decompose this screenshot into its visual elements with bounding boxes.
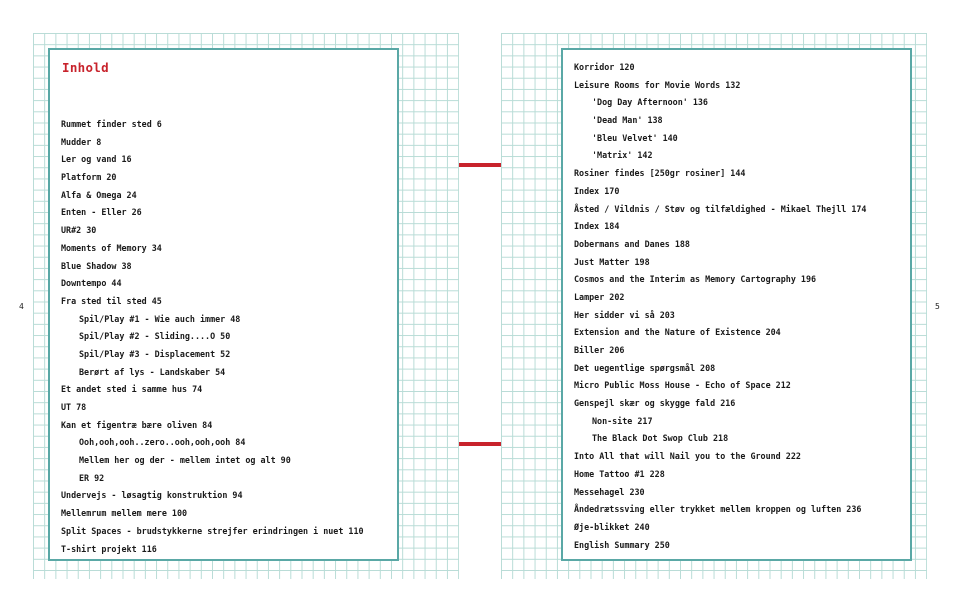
toc-entry: Undervejs - løsagtig konstruktion 94 — [61, 490, 243, 501]
toc-list-left — [61, 116, 364, 558]
red-connector-bar-top — [459, 163, 501, 167]
toc-entry: Fra sted til sted 45 — [61, 295, 162, 306]
red-connector-bar-bottom — [459, 442, 501, 446]
toc-entry: Spil/Play #1 - Wie auch immer 48 — [79, 313, 241, 324]
toc-entry: Blue Shadow 38 — [61, 260, 132, 271]
toc-entry: Into All that will Nail you to the Ground 222 — [574, 451, 801, 462]
toc-entry: 'Matrix' 142 — [592, 150, 653, 161]
contents-card-right — [561, 48, 912, 561]
toc-entry: Øje-blikket 240 — [574, 521, 650, 532]
page-number-left: 4 — [19, 302, 24, 311]
toc-entry: Ooh,ooh,ooh..zero..ooh,ooh,ooh 84 — [79, 437, 246, 448]
toc-entry: Split Spaces - brudstykkerne strejfer erindringen i nuet 110 — [61, 525, 364, 536]
toc-entry: Extension and the Nature of Existence 204 — [574, 327, 781, 338]
toc-entry: ER 92 — [79, 472, 105, 483]
toc-entry: Downtempo 44 — [61, 278, 122, 289]
toc-entry: Leisure Rooms for Movie Words 132 — [574, 79, 741, 90]
toc-entry: English Summary 250 — [574, 539, 670, 550]
toc-entry: Åsted / Vildnis / Støv og tilfældighed - Mikael Thejll 174 — [574, 203, 867, 214]
toc-entry: 'Dog Day Afternoon' 136 — [592, 97, 708, 108]
toc-entry: Mudder 8 — [61, 136, 102, 147]
toc-entry: Micro Public Moss House - Echo of Space 212 — [574, 380, 791, 391]
toc-entry: Rummet finder sted 6 — [61, 119, 162, 129]
toc-entry: 'Bleu Velvet' 140 — [592, 132, 678, 143]
toc-entry: Index 170 — [574, 185, 620, 196]
toc-entry: Her sidder vi så 203 — [574, 309, 675, 320]
toc-entry: Korridor 120 — [574, 62, 635, 72]
toc-entry: Biller 206 — [574, 345, 625, 355]
toc-entry: Platform 20 — [61, 172, 117, 183]
toc-entry: Lamper 202 — [574, 291, 625, 302]
toc-entry: Genspejl skær og skygge fald 216 — [574, 398, 736, 409]
toc-entry: Moments of Memory 34 — [61, 242, 162, 253]
toc-entry: Just Matter 198 — [574, 256, 650, 267]
toc-entry: Spil/Play #2 - Sliding....O 50 — [79, 331, 231, 342]
toc-entry: Enten - Eller 26 — [61, 207, 142, 218]
toc-entry: Cosmos and the Interim as Memory Cartography 196 — [574, 274, 817, 285]
toc-entry: Messehagel 230 — [574, 486, 645, 497]
toc-entry: Spil/Play #3 - Displacement 52 — [79, 348, 231, 359]
toc-entry: Non-site 217 — [592, 415, 653, 426]
toc-entry: Åndedrætssving eller trykket mellem kroppen og luften 236 — [574, 504, 862, 515]
toc-entry: Kan et figentræ bære oliven 84 — [61, 419, 213, 430]
toc-entry: UR#2 30 — [61, 225, 97, 236]
toc-entry: 'Dead Man' 138 — [592, 115, 663, 126]
page-number-right: 5 — [935, 302, 940, 311]
toc-entry: Index 184 — [574, 221, 620, 232]
toc-entry: Mellem her og der - mellem intet og alt 90 — [79, 455, 291, 466]
contents-card-left — [48, 48, 399, 561]
toc-entry: Berørt af lys - Landskaber 54 — [79, 366, 226, 377]
toc-entry: Mellemrum mellem mere 100 — [61, 508, 188, 519]
toc-entry: Ler og vand 16 — [61, 154, 132, 165]
contents-title: Inhold — [62, 60, 109, 75]
toc-entry: Rosiner findes [250gr rosiner] 144 — [574, 168, 746, 179]
toc-entry: T-shirt projekt 116 — [61, 543, 157, 554]
toc-entry: Alfa & Omega 24 — [61, 189, 137, 200]
toc-entry: Dobermans and Danes 188 — [574, 238, 690, 249]
toc-entry: UT 78 — [61, 402, 87, 412]
toc-entry: Home Tattoo #1 228 — [574, 468, 665, 479]
toc-entry: The Black Dot Swop Club 218 — [592, 433, 729, 444]
toc-entry: Et andet sted i samme hus 74 — [61, 384, 203, 395]
toc-entry: Det uegentlige spørgsmål 208 — [574, 362, 716, 373]
toc-list-right — [574, 59, 866, 554]
